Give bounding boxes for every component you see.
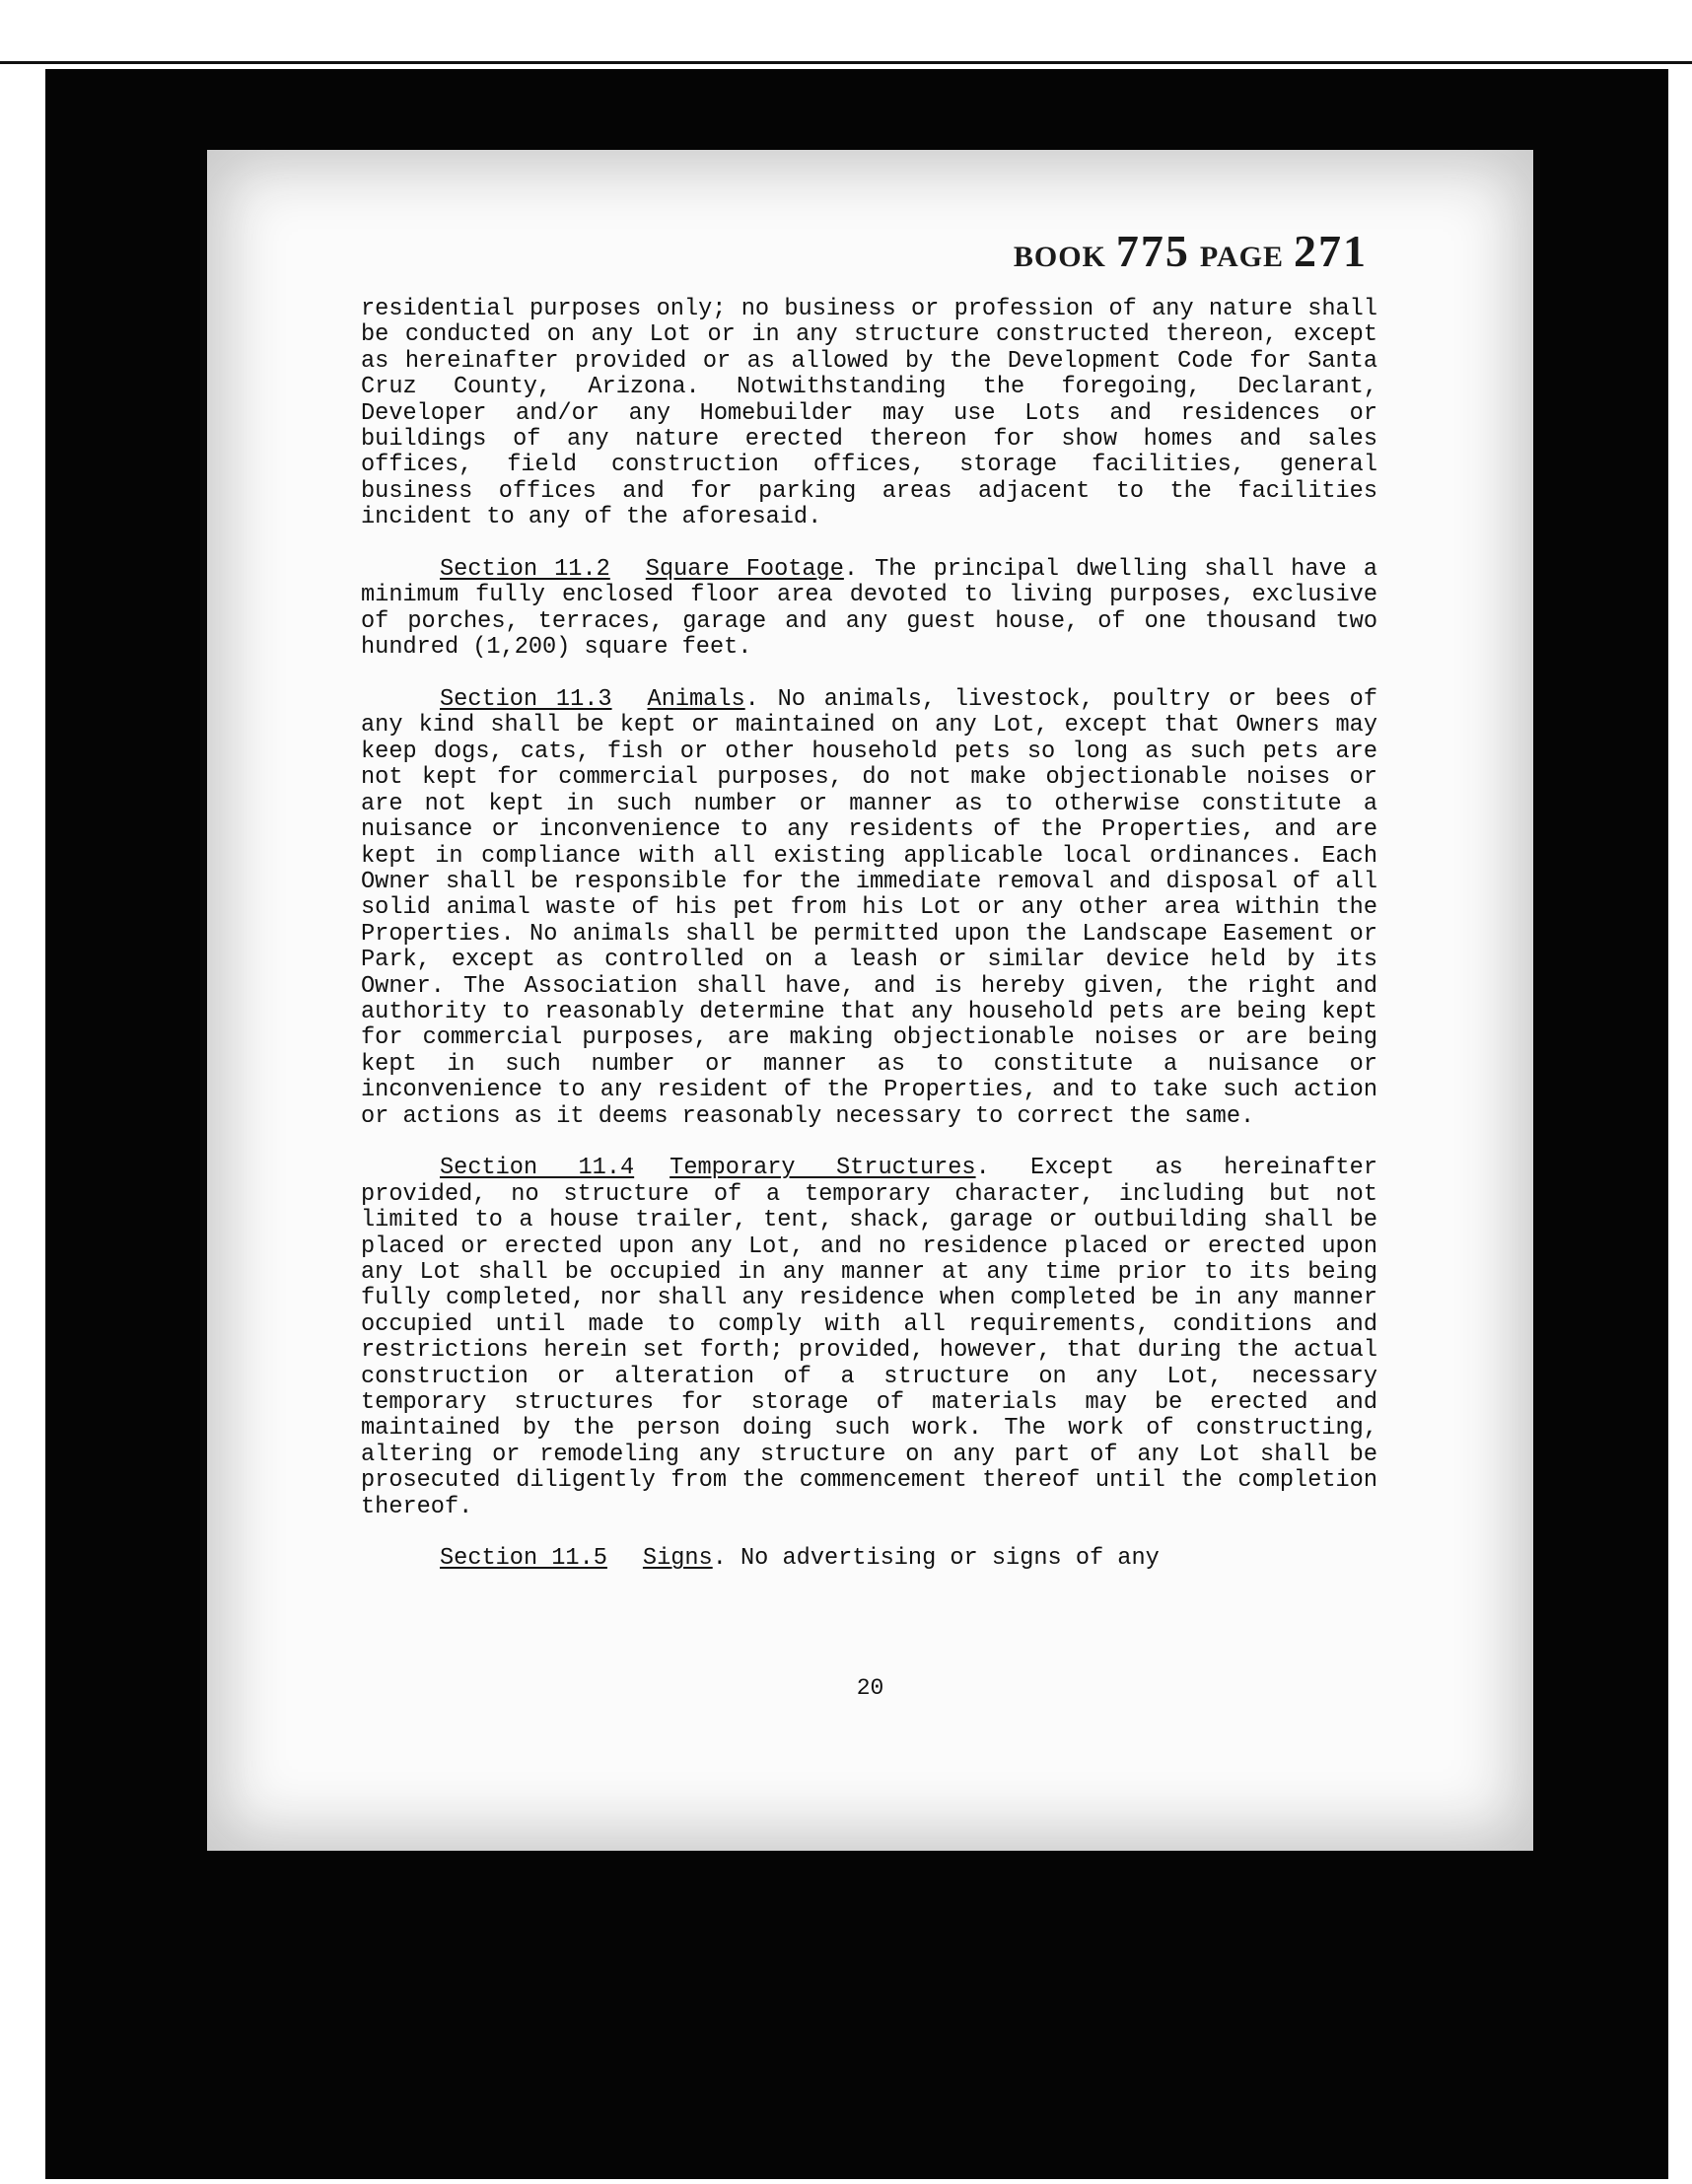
document-body xyxy=(361,297,1377,1598)
recorded-page-number: 271 xyxy=(1294,226,1368,276)
book-label: BOOK xyxy=(1013,241,1106,273)
section-number: Section 11.2 xyxy=(440,556,610,584)
section-body: . The principal dwelling shall have a minimum fully enclosed floor area devoted to living purposes, exclusive of porches, terraces, garage and any guest house, of one thousand two hundred (1,200) square feet. xyxy=(361,556,1377,662)
section-paragraph xyxy=(361,1156,1377,1520)
scan-top-rule xyxy=(0,61,1692,64)
intro-paragraph: residential purposes only; no business or profession of any nature shall be conducted on any Lot or in any structure constructed thereon, except as hereinafter provided or as allowed by the Development Code for Santa Cruz County, Arizona. Notwithstanding the foregoing, Declarant, Developer and/or any Homebuilder may use Lots and residences or buildings of any nature erected thereon for show homes and sales offices, field construction offices, storage facilities, general business offices and for parking areas adjacent to the facilities incident to any of the aforesaid. xyxy=(361,296,1377,531)
section-body: . Except as hereinafter provided, no structure of a temporary character, including but not limited to a house trailer, tent, shack, garage or outbuilding shall be placed or erected upon any Lot, and no residence placed or erected upon any Lot shall be occupied in any manner at any time prior to its being fully completed, nor shall any residence when completed be in any manner occupied until made to comply with all requirements, conditions and restrictions herein set forth; provided, however, that during the actual construction or alteration of a structure on any Lot, necessary temporary structures for storage of materials may be erected and maintained by the person doing such work. The work of constructing, altering or remodeling any structure on any part of any Lot shall be prosecuted diligently from the commencement thereof until the completion thereof. xyxy=(361,1155,1377,1520)
section-paragraph xyxy=(361,557,1377,662)
section-body: . No animals, livestock, poultry or bees of any kind shall be kept or maintained on any Lot, except that Owners may keep dogs, cats, fish or other household pets so long as such pets are not kept for commercial purposes, do not make objectionable noises or are not kept in such number or manner as to otherwise constitute a nuisance or inconvenience to any residents of the Properties, and are kept in compliance with all existing applicable local ordinances. Each Owner shall be responsible for the immediate removal and disposal of all solid animal waste of his pet from his Lot or any other area within the Properties. No animals shall be permitted upon the Landscape Easement or Park, except as controlled on a leash or similar device held by its Owner. The Association shall have, and is hereby given, the right and authority to reasonably determine that any household pets are being kept for commercial purposes, are making objectionable noises or are being kept in such number or manner as to constitute a nuisance or inconvenience to any resident of the Properties, and to take such action or actions as it deems reasonably necessary to correct the same. xyxy=(361,686,1377,1130)
section-number: Section 11.4 xyxy=(440,1155,635,1182)
section-number: Section 11.5 xyxy=(440,1545,607,1573)
section-title: Square Footage xyxy=(645,556,844,584)
section-paragraph xyxy=(361,687,1377,1130)
document-page xyxy=(207,150,1533,1851)
section-title: Temporary Structures xyxy=(670,1155,976,1182)
section-title: Animals xyxy=(647,686,745,714)
page-footer-number: 20 xyxy=(856,1675,884,1701)
section-body: . No advertising or signs of any xyxy=(712,1545,1160,1573)
page-label: PAGE xyxy=(1199,241,1284,273)
book-page-stamp xyxy=(1014,225,1368,277)
book-number: 775 xyxy=(1115,226,1190,276)
section-number: Section 11.3 xyxy=(440,686,612,714)
section-paragraph xyxy=(361,1546,1377,1572)
section-title: Signs xyxy=(642,1545,713,1573)
